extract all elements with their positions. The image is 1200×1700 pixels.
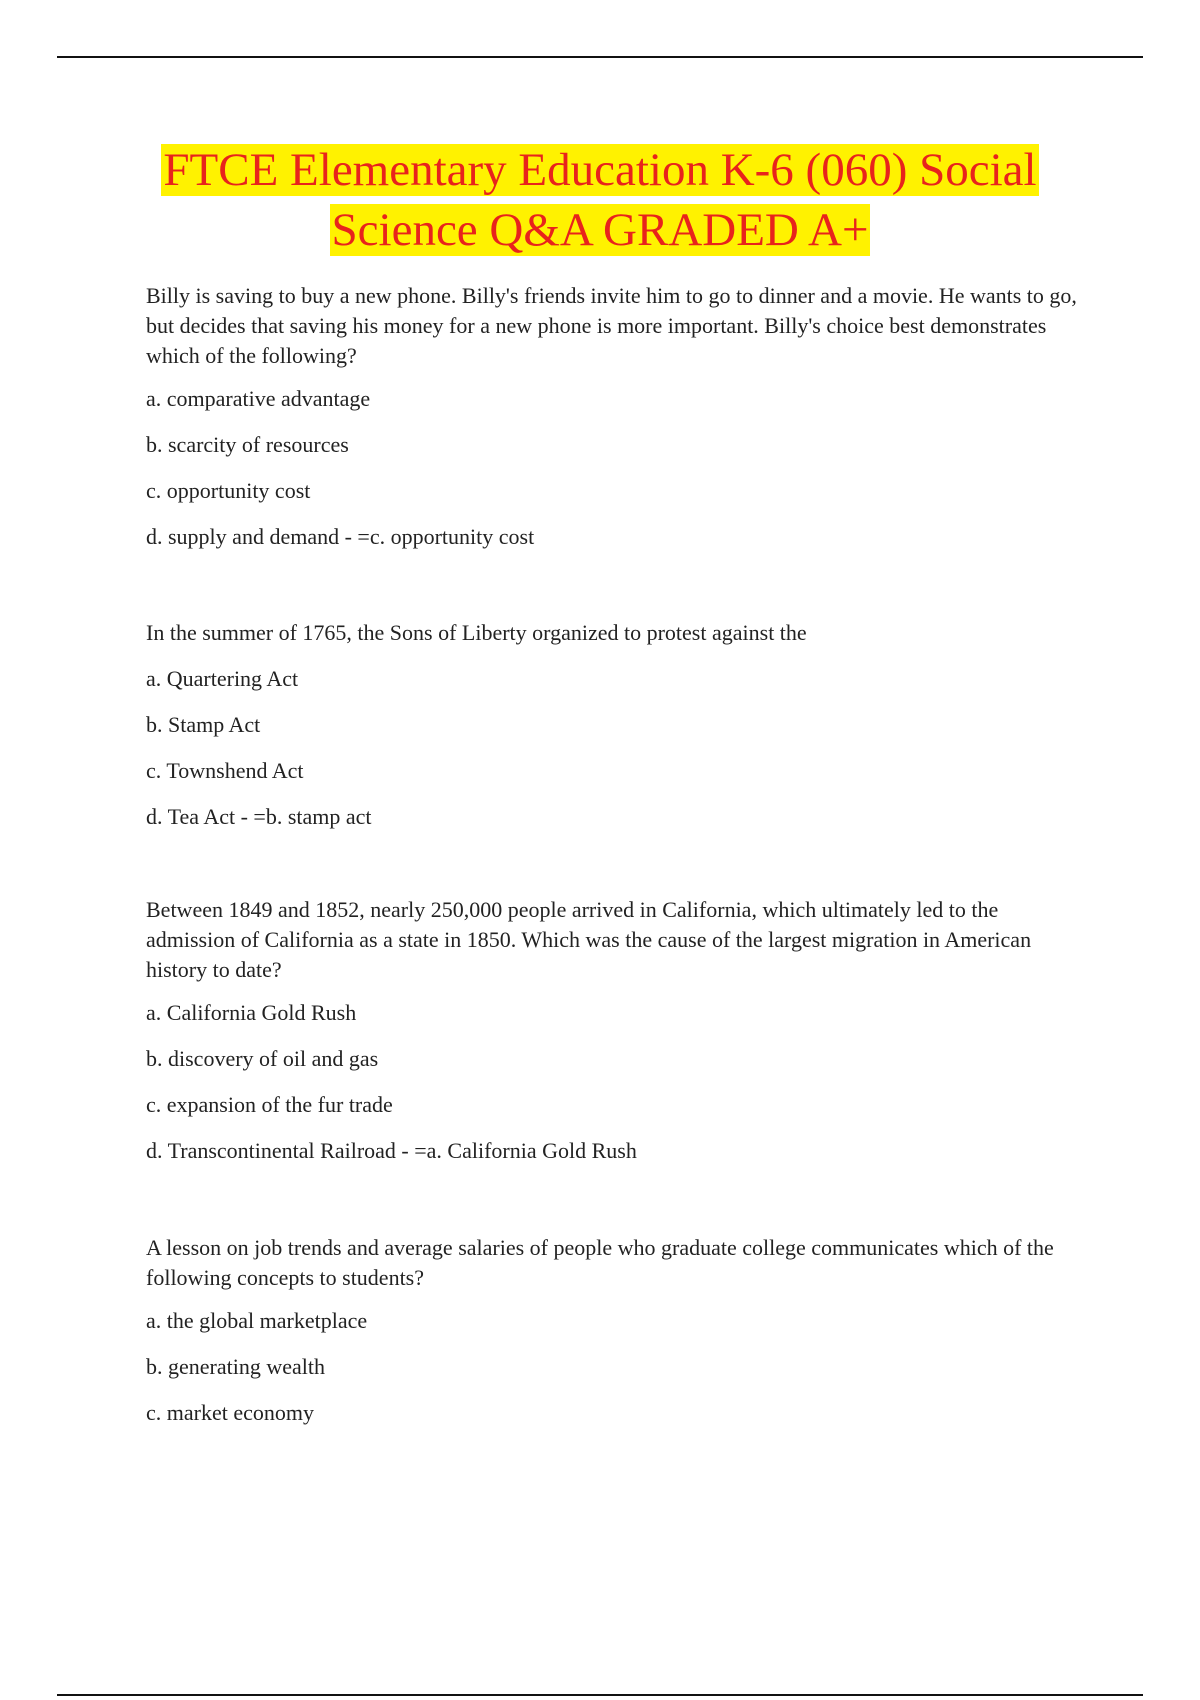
footer-rule <box>57 1694 1143 1696</box>
answer-option: c. opportunity cost <box>146 478 311 503</box>
question-block <box>146 1233 1086 1428</box>
answer-option: c. market economy <box>146 1400 314 1425</box>
answer-option-with-key: d. supply and demand - =c. opportunity cost <box>146 524 535 549</box>
question-text: A lesson on job trends and average salaries of people who graduate college communicates which of the following concepts to students? <box>146 1235 1054 1290</box>
answer-option-with-key: d. Tea Act - =b. stamp act <box>146 804 372 829</box>
document-title <box>0 140 1200 260</box>
header-rule <box>57 56 1143 58</box>
answer-option: a. comparative advantage <box>146 386 371 411</box>
answer-option: c. expansion of the fur trade <box>146 1092 393 1117</box>
answer-option: a. the global marketplace <box>146 1308 368 1333</box>
answer-option: a. California Gold Rush <box>146 1000 357 1025</box>
answer-option: a. Quartering Act <box>146 666 299 691</box>
answer-option: b. scarcity of resources <box>146 432 349 457</box>
answer-option-with-key: d. Transcontinental Railroad - =a. California Gold Rush <box>146 1138 637 1163</box>
answer-option: c. Townshend Act <box>146 758 304 783</box>
question-text: Between 1849 and 1852, nearly 250,000 people arrived in California, which ultimately led to the admission of California as a state in 1850. Which was the cause of the largest migration in American history to date? <box>146 897 1032 982</box>
answer-option: b. generating wealth <box>146 1354 325 1379</box>
question-text: Billy is saving to buy a new phone. Billy's friends invite him to go to dinner and a movie. He wants to go, but decides that saving his money for a new phone is more important. Billy's choice best demonstrates which of the following? <box>146 283 1077 368</box>
question-block <box>146 895 1086 1166</box>
question-block <box>146 618 1086 832</box>
question-block <box>146 281 1086 552</box>
answer-option: b. discovery of oil and gas <box>146 1046 379 1071</box>
question-text: In the summer of 1765, the Sons of Liberty organized to protest against the <box>146 620 807 645</box>
title-line-2: Science Q&A GRADED A+ <box>331 204 869 256</box>
answer-option: b. Stamp Act <box>146 712 261 737</box>
title-line-1: FTCE Elementary Education K-6 (060) Social <box>163 144 1037 196</box>
